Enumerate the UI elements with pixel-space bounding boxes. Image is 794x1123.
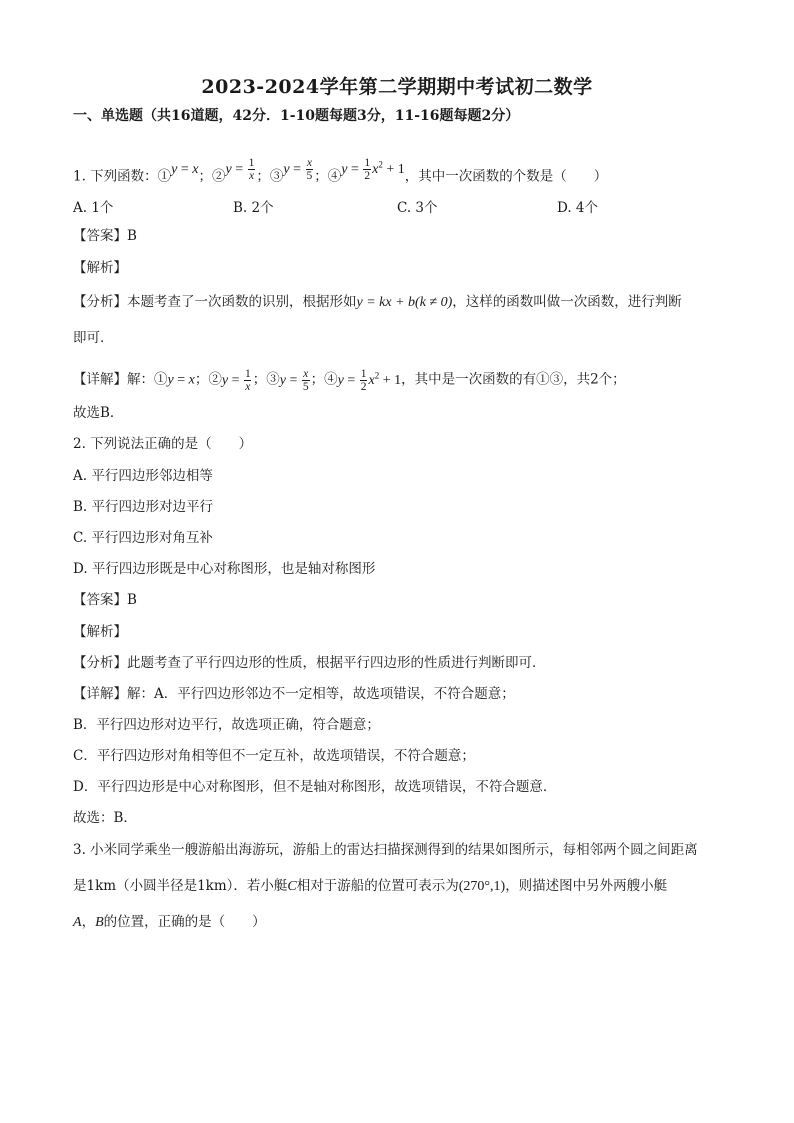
boat-c-position: (270°,1)	[458, 879, 506, 894]
q2-detail-a: 【详解】解：A．平行四边形邻边不一定相等，故选项错误，不符合题意；	[73, 686, 515, 702]
q1-choose: 故选B．	[73, 405, 124, 421]
question-3-line2: 是1km（小圆半径是1km）．若小艇C相对于游船的位置可表示为(270°,1)，则描述图中另外两艘小艇	[73, 878, 668, 894]
q1-analysis-tag: 【解析】	[73, 260, 127, 276]
d-func-3: y = $\frac{x}{5}$	[279, 367, 309, 393]
q1-sep-3: ；③	[256, 168, 284, 185]
question-2-stem: 2. 下列说法正确的是（ ）	[73, 436, 253, 452]
page-title: 2023-2024学年第二学期期中考试初二数学	[201, 76, 593, 98]
q2-option-d: D. 平行四边形既是中心对称图形，也是轴对称图形	[73, 561, 376, 577]
q1-prefix: 1. 下列函数：①	[73, 168, 172, 185]
q1-answer: 【答案】B	[73, 228, 137, 244]
q1-sep-2: ；②	[198, 168, 226, 185]
q1-option-b: B. 2个	[233, 200, 274, 216]
q1-option-c: C. 3个	[397, 200, 438, 216]
q2-option-c: C. 平行四边形对角互补	[73, 530, 213, 546]
d-func-2: y = $\frac{1}{x}$	[221, 367, 251, 393]
q2-choose: 故选：B．	[73, 810, 137, 826]
q1-option-d: D. 4个	[557, 200, 599, 216]
q1-suffix: ，其中一次函数的个数是（ ）	[404, 168, 608, 185]
q2-answer: 【答案】B	[73, 592, 137, 608]
q2-option-a: A. 平行四边形邻边相等	[73, 468, 213, 484]
d-func-4: y = $\frac{1}{2}$ $x^2 + 1$	[337, 367, 402, 393]
question-3-line3: A，B的位置，正确的是（ ）	[73, 914, 266, 930]
boat-c-label: C	[287, 879, 297, 894]
q1-func-4: y = $\frac{1}{2}$ $x^2 + 1$	[341, 156, 405, 182]
q1-fenxi-line2: 即可．	[73, 330, 114, 346]
section-heading: 一、单选题（共16道题，42分．1-10题每题3分，11-16题每题2分）	[73, 108, 520, 124]
d-func-1: y = x	[167, 372, 195, 388]
q2-detail-d: D．平行四边形是中心对称图形，但不是轴对称图形，故选项错误，不符合题意．	[73, 779, 557, 795]
boat-b-label: B	[95, 915, 104, 930]
q2-option-b: B. 平行四边形对边平行	[73, 499, 214, 515]
q2-detail-b: B．平行四边形对边平行，故选项正确，符合题意；	[73, 717, 380, 733]
q1-fenxi-line1: 【分析】本题考查了一次函数的识别，根据形如y = kx + b(k ≠ 0)，这样的函数叫做一次函数，进行判断	[73, 294, 682, 310]
q2-detail-c: C．平行四边形对角相等但不一定互补，故选项错误，不符合题意；	[73, 748, 475, 764]
q1-detail: 【详解】解：①y = x；②y = $\frac{1}{x}$ ；③y = $\frac{x}{5}$ ；④y = $\frac{1}{2}$ $x^2 + 1$，其中是一次函数的有①③，共2个；	[73, 367, 626, 393]
q1-func-2: y = $\frac{1}{x}$	[225, 156, 255, 182]
q1-func-1: y = x	[171, 161, 199, 177]
q2-analysis-tag: 【解析】	[73, 624, 127, 640]
q1-sep-4: ；④	[314, 168, 342, 185]
q1-option-a: A. 1个	[73, 200, 114, 216]
question-3-line1: 3. 小米同学乘坐一艘游船出海游玩，游船上的雷达扫描探测得到的结果如图所示，每相邻两个圆之间距离	[73, 842, 698, 858]
q2-fenxi: 【分析】此题考查了平行四边形的性质，根据平行四边形的性质进行判断即可．	[73, 655, 546, 671]
q1-func-3: y = $\frac{x}{5}$	[283, 156, 313, 182]
boat-a-label: A	[73, 915, 82, 930]
q1-linear-formula: y = kx + b(k ≠ 0)	[356, 295, 453, 310]
question-1-stem	[73, 158, 734, 186]
